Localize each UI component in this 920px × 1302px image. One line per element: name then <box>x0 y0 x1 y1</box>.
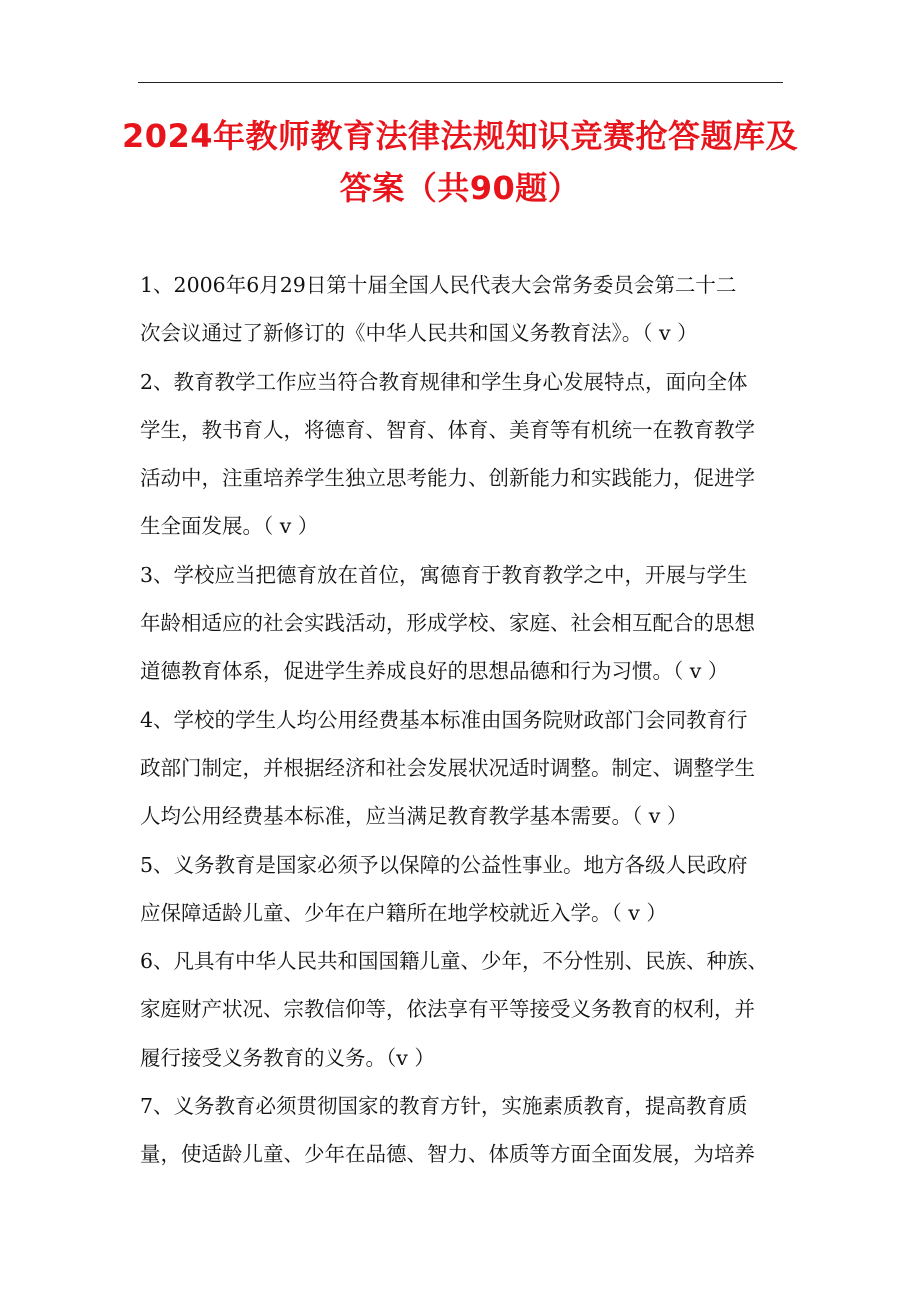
text-line: 3、学校应当把德育放在首位，寓德育于教育教学之中，开展与学生 <box>140 562 748 587</box>
title-line-2: 答案（共90题） <box>339 169 581 207</box>
text-line: 履行接受义务教育的义务。（v ） <box>140 1045 435 1070</box>
text-line: 生全面发展。（ v ） <box>140 514 319 539</box>
text-line: 家庭财产状况、宗教信仰等，依法享有平等接受义务教育的权利，并 <box>140 997 755 1022</box>
text-line: 政部门制定，并根据经济和社会发展状况适时调整。制定、调整学生 <box>140 755 755 780</box>
text-line: 量，使适龄儿童、少年在品德、智力、体质等方面全面发展，为培养 <box>140 1142 755 1167</box>
header-rule <box>138 82 783 83</box>
text-line: 年龄相适应的社会实践活动，形成学校、家庭、社会相互配合的思想 <box>140 611 755 636</box>
text-line: 4、学校的学生人均公用经费基本标准由国务院财政部门会同教育行 <box>140 707 748 732</box>
text-line: 6、凡具有中华人民共和国国籍儿童、少年，不分性别、民族、种族、 <box>140 949 769 974</box>
text-line: 次会议通过了新修订的《中华人民共和国义务教育法》。（ v ） <box>140 321 698 346</box>
text-line: 学生，教书育人，将德育、智育、体育、美育等有机统一在教育教学 <box>140 417 755 442</box>
text-line: 5、义务教育是国家必须予以保障的公益性事业。地方各级人民政府 <box>140 852 748 877</box>
text-line: 应保障适龄儿童、少年在户籍所在地学校就近入学。（ v ） <box>140 900 667 925</box>
text-line: 人均公用经费基本标准，应当满足教育教学基本需要。（ v ） <box>140 804 688 829</box>
text-line: 道德教育体系，促进学生养成良好的思想品德和行为习惯。（ v ） <box>140 659 729 684</box>
text-line: 7、义务教育必须贯彻国家的教育方针，实施素质教育，提高教育质 <box>140 1094 748 1119</box>
text-line: 活动中，注重培养学生独立思考能力、创新能力和实践能力，促进学 <box>140 466 755 491</box>
document-title <box>118 110 802 214</box>
title-line-1: 2024年教师教育法律法规知识竞赛抢答题库及 <box>121 117 799 155</box>
question-list <box>140 261 790 1179</box>
text-line: 2、教育教学工作应当符合教育规律和学生身心发展特点，面向全体 <box>140 369 748 394</box>
text-line: 1、2006年6月29日第十届全国人民代表大会常务委员会第二十二 <box>140 273 737 297</box>
